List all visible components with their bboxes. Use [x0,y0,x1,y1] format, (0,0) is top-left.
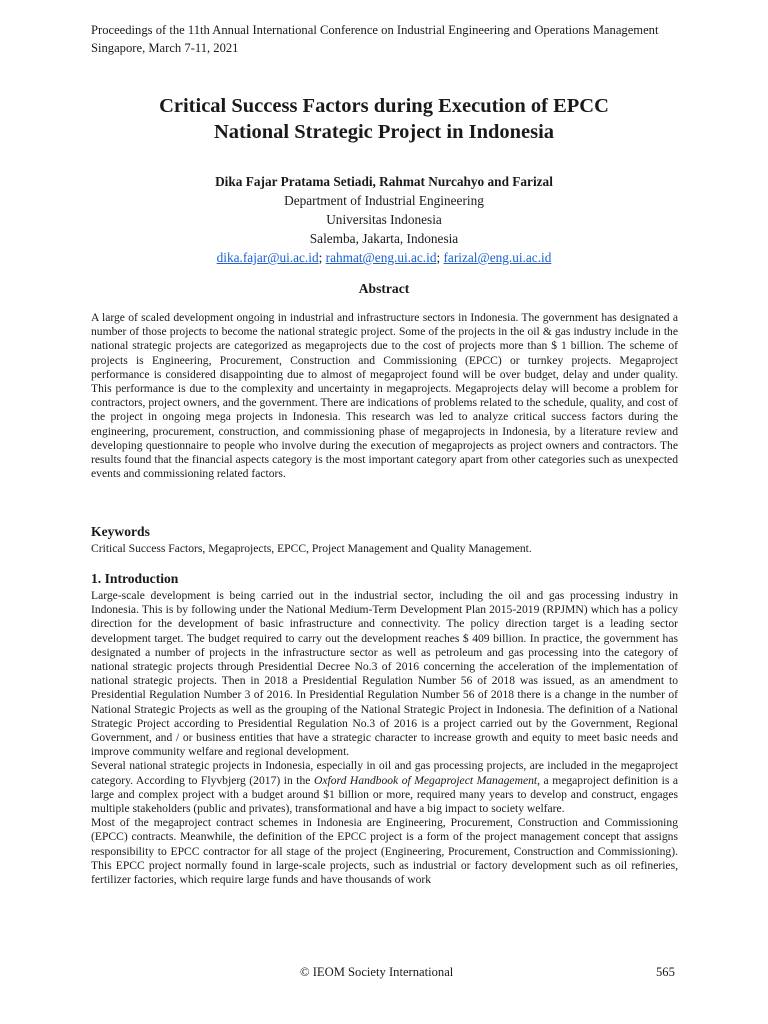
p2-text-before: Several national strategic projects in Indonesia, especially in oil and gas processing projects, are included in the megaproject category. According to Flyvbjerg (2017) in the [91,759,678,787]
introduction-heading: 1. Introduction [91,571,179,586]
department: Department of Industrial Engineering [284,193,484,208]
abstract-text [91,311,678,481]
p2-text-after: , a megaproject definition is a large and complex project with a budget around $1 billion or more, required many years to develop and construct, engages multiple stakeholders (public and privates), transformational and have a big impact to society welfare. [91,773,678,816]
book-title: Oxford Handbook of Megaproject Management [313,773,538,787]
proceedings-header [91,21,731,57]
header-line-2: Singapore, March 7-11, 2021 [91,41,239,55]
intro-paragraph-2 [91,759,678,816]
email-separator: ; [318,250,323,265]
email-separator: ; [436,250,441,265]
intro-paragraph-3: Most of the megaproject contract schemes in Indonesia are Engineering, Procurement, Construction and Commissioning (EPCC) contracts. Meanwhile, the definition of the EPCC project is a form of the project management concept that assigns responsibility to EPCC contractor for all stage of the project (Engineering, Procurement, Construction and Commissioning). This EPCC project normally found in large-scale projects, such as industrial or factory development such as oil refineries, fertilizer factories, which require large funds and have thousands of work [91,816,678,887]
email-list [60,248,708,267]
keywords-text [91,542,678,556]
abstract-paragraph: A large of scaled development ongoing in industrial and infrastructure sectors in Indonesia. The government has designated a number of those projects to become the national strategic project. Some of the projects in the oil & gas industry include in the national strategic projects are categorized as megaprojects due to the cost of projects more than $ 1 billion. The scheme of projects is Engineering, Procurement, Construction and Commissioning (EPCC) or turnkey projects. Megaproject performance is considered disappointing due to almost of megaproject found will be over budget, delay and under quality. This performance is due to the complexity and uncertainty in megaprojects. Megaprojects delay will become a problem for contractors, project owners, and the government. There are indications of problems related to the schedule, quality, and cost of the project in ongoing mega projects in Indonesia. This research was led to analyze critical success factors during the engineering, procurement, construction, and commissioning phase of megaprojects in Indonesia, by a literature review and developing questionnaire to people who involve during the execution of megaprojects as project owners and contractors. The results found that the financial aspects category is the most important category apart from other categories such as unexpected events and commissioning related factors. [91,311,678,481]
paper-title [60,93,708,145]
header-line-1: Proceedings of the 11th Annual International Conference on Industrial Engineering and Operations Management [91,23,659,37]
title-line-1: Critical Success Factors during Execution of EPCC [159,95,609,117]
keywords-paragraph: Critical Success Factors, Megaprojects, EPCC, Project Management and Quality Management. [91,542,532,555]
page-number: 565 [656,965,675,979]
email-link-1[interactable]: dika.fajar@ui.ac.id [216,250,319,265]
introduction-body [91,589,678,887]
author-names: Dika Fajar Pratama Setiadi, Rahmat Nurcahyo and Farizal [215,174,553,189]
location: Salemba, Jakarta, Indonesia [309,231,459,246]
keywords-heading: Keywords [91,524,150,539]
university: Universitas Indonesia [326,212,442,227]
author-block [60,172,708,267]
intro-paragraph-1: Large-scale development is being carried out in the industrial sector, including the oil and gas processing industry in Indonesia. This is by following under the National Medium-Term Development Plan 2015-2019 (RPJMN) which has a policy direction for the development of basic infrastructure and connectivity. The policy direction target is a leading sector development target. The budget required to carry out the development reaches $ 409 billion. In practice, the government has designated a number of projects in the infrastructure sector as well as petroleum and gas processing into the category of national strategic projects through Presidential Decree No.3 of 2016 concerning the acceleration of the implementation of national strategic projects. Then in 2018 a Presidential Regulation Number 56 of 2018 was issued, as an amendment to Presidential Regulation Number 3 of 2016. In Presidential Regulation Number 56 of 2018 there is a change in the number of National Strategic Projects as well as the grouping of the National Strategic Project in Indonesia. The definition of a National Strategic Project according to Presidential Regulation No.3 of 2016 is a project carried out by the Government, Regional Government, and / or business entities that have a strategic character to increase growth and equity to meet basic needs and improve community welfare and regional development. [91,589,678,759]
title-line-2: National Strategic Project in Indonesia [213,121,555,143]
email-link-3[interactable]: farizal@eng.ui.ac.id [443,250,552,265]
abstract-heading: Abstract [358,281,410,296]
footer-society: © IEOM Society International [300,965,454,979]
email-link-2[interactable]: rahmat@eng.ui.ac.id [325,250,437,265]
